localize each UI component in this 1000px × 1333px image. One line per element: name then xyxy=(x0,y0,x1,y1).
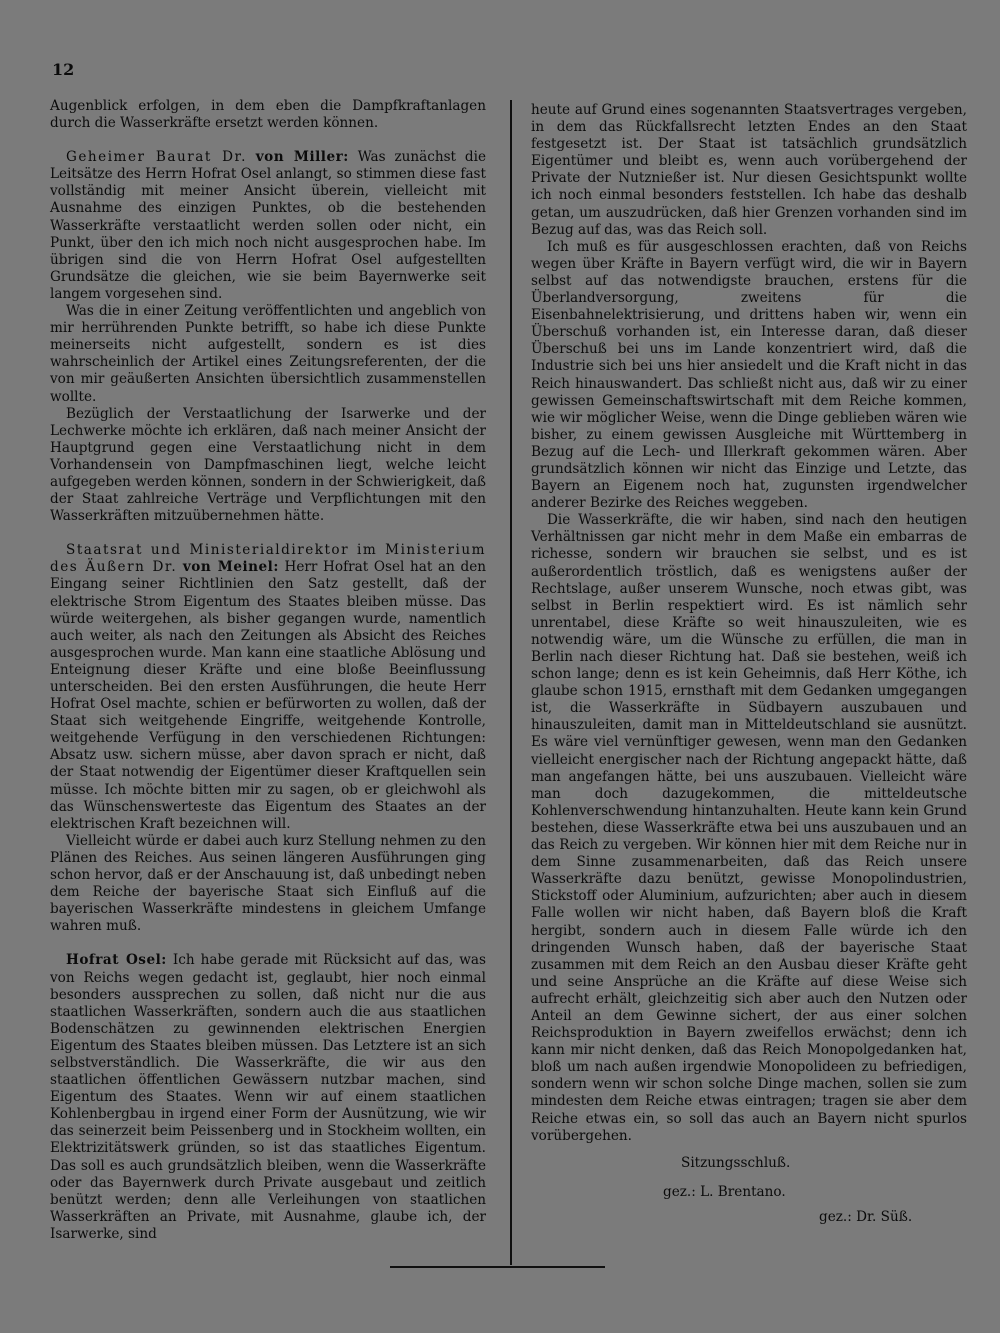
paragraph-text: Herr Hofrat Osel hat an den Eingang seiner Richtlinien den Satz gestellt, daß der elektrische Strom Eigentum des Staates bleiben müsse. Das würde weitergehen, als bisher gegangen wurde, namentlich auch weiter, als nach den Zeitungen als Absicht des Reiches ausgesprochen wurde. Man kann eine staatliche Ablösung und Enteignung dieser Kräfte und eine bloße Beeinflussung unterscheiden. Bei den ersten Ausführungen, die heute Herr Hofrat Osel machte, schien er befürworten zu wollen, daß der Staat sich weitgehende Eingriffe, weitgehende Kontrolle, weitgehende Verfügung in den verschiedenen Richtungen: Absatz usw. sichern müsse, aber davon sprach er nicht, daß der Staat notwendig der Eigentümer dieser Kraftquellen sein müsse. Ich möchte bitten mir zu sagen, ob er gleichwohl als das Wünschenswerteste das Eigentum des Staates an der elektrischen Kraft bezeichnen will. xyxy=(50,559,486,832)
speaker-name: von Meinel: xyxy=(182,559,279,576)
paragraph: Bezüglich der Verstaatlichung der Isarwerke und der Lechwerke möchte ich erklären, daß nach meiner Ansicht der Hauptgrund gegen eine Verstaatlichung nicht in dem Vorhandensein von Dampfmaschinen liegt, welche leicht aufgegeben werden können, sondern in der Schwierigkeit, daß der Staat zahlreiche Verträge und Verpflichtungen mit den Wasserkräften mitzuübernehmen hätte. xyxy=(50,405,486,525)
speaker-name: Hofrat Osel: xyxy=(66,952,167,969)
paragraph: Vielleicht würde er dabei auch kurz Stellung nehmen zu den Plänen des Reiches. Aus seinen längeren Ausführungen ging schon hervor, daß er der Anschauung ist, daß unbedingt neben dem Reiche der bayerische Staat sich Einfluß auf die bayerischen Wasserkräfte mindestens in gleichem Umfange wahren muß. xyxy=(50,832,486,935)
left-column xyxy=(50,98,486,1243)
paragraph: Augenblick erfolgen, in dem eben die Dampfkraftanlagen durch die Wasserkräfte ersetzt werden können. xyxy=(50,98,486,132)
column-divider xyxy=(510,100,512,1265)
speaker-title: Staatsrat und Ministerialdirektor im Ministerium des Äußern Dr. xyxy=(50,542,486,576)
speaker-name: von Miller: xyxy=(255,149,349,166)
right-column xyxy=(531,102,967,1226)
session-closing: Sitzungsschluß. xyxy=(681,1154,791,1171)
signature-brentano: gez.: L. Brentano. xyxy=(663,1183,786,1200)
paragraph: Was die in einer Zeitung veröffentlichten und angeblich von mir herrührenden Punkte betrifft, so habe ich diese Punkte meinerseits nicht aufgestellt, sondern es ist dies wahrscheinlich der Artikel eines Zeitungsreferenten, der die von mir geäußerten Ansichten übersichtlich zusammenstellen wollte. xyxy=(50,303,486,405)
paragraph: Ich muß es für ausgeschlossen erachten, daß von Reichs wegen über Kräfte in Bayern verfügt wird, die wir in Bayern selbst auf das notwendigste brauchen, erstens für die Überlandversorgung, zweitens für die Eisenbahnelektrisierung, und drittens haben wir, wenn ein Überschuß vorhanden ist, ein Interesse daran, daß dieser Überschuß bei uns im Lande konzentriert wird, daß die Industrie sich bei uns hier ansiedelt und die Kraft nicht in das Reich hinauswandert. Das schließt nicht aus, daß wir zu einer gewissen Gemeinschaftswirtschaft mit dem Reiche kommen, wie wir möglicher Weise, wenn die Dinge geblieben wären wie bisher, zu einem gewissen Ausgleiche mit Württemberg in Bezug auf die Lech- und Illerkraft gekommen wären. Aber grundsätzlich können wir nicht das Einzige und Letzte, das Bayern an Eigenem noch hat, zugunsten irgendwelcher anderer Bezirke des Reiches weggeben. xyxy=(531,238,967,512)
paragraph: Die Wasserkräfte, die wir haben, sind nach den heutigen Verhältnissen gar nicht mehr in dem Maße ein embarras de richesse, sondern wir brauchen sie selbst, und es ist außerordentlich tröstlich, daß es wenigstens außer der Rechtslage, außer unserem Wunsche, noch etwas gibt, was selbst in Berlin respektiert wird. Es ist nämlich sehr unrentabel, diese Kräfte so weit hinauszuleiten, wie es notwendig wäre, um die Wünsche zu erfüllen, die man in Berlin nach dieser Richtung hat. Daß sie bestehen, weiß ich schon lange; denn es ist kein Geheimnis, daß Herr Köthe, ich glaube schon 1915, ernsthaft mit dem Gedanken umgegangen ist, die Wasserkräfte in Südbayern auszubauen und hinauszuleiten, damit man in Mitteldeutschland sie ausnützt. Es wäre viel vernünftiger gewesen, wenn man den Gedanken vielleicht energischer nach der Richtung angepackt hätte, daß man angefangen hätte, bei uns auszubauen. Vielleicht wäre man doch dazugekommen, die mitteldeutsche Kohlenverschwendung hintanzuhalten. Heute kann kein Grund bestehen, diese Wasserkräfte etwa bei uns auszubauen und an das Reich zu vergeben. Wir können hier mit dem Reiche nur in dem Sinne zusammenarbeiten, daß das Reich unsere Wasserkräfte dazu benützt, gewisse Monopolindustrien, Stickstoff oder Aluminium, aufzurichten; aber auch in diesem Falle wollen wir nicht haben, daß Bayern bloß die Kraft hergibt, sondern auch in diesem Falle würde ich den dringenden Wunsch haben, daß der bayerische Staat zusammen mit dem Reich an den Ausbau dieser Kräfte geht und seine Ansprüche an die Kräfte auf diese Weise sich aufrecht erhält, gleichzeitig sich aber auch den Nutzen oder Anteil an dem Gewinne sichert, der aus einer solchen Reichsproduktion in Bayern zweifellos erwächst; denn ich kann mir nicht denken, daß das Reich Monopolgedanken hat, bloß um nach außen irgendwie Monopolideen zu befriedigen, sondern wenn wir schon solche Dinge machen, sollen sie zum mindesten dem Reiche etwas eintragen; tragen sie aber dem Reiche etwas ein, so soll das auch an Bayern nicht spurlos vorübergehen. xyxy=(531,512,967,1144)
signature-suess: gez.: Dr. Süß. xyxy=(819,1208,913,1225)
paragraph-text: Ich habe gerade mit Rücksicht auf das, was von Reichs wegen gedacht ist, geglaubt, hier noch einmal besonders aussprechen zu sollen, daß nicht nur die aus staatlichen Wasserkräften, sondern auch die aus staatlichen Bodenschätzen zu gewinnenden elektrischen Energien Eigentum des Staates bleiben müssen. Das Letztere ist an sich selbstverständlich. Die Wasserkräfte, die wir aus den staatlichen öffentlichen Gewässern nutzbar machen, sind Eigentum des Staates. Wenn wir auf einem staatlichen Kohlenbergbau in irgend einer Form der Ausnützung, wie wir das seinerzeit beim Peissenberg und in Stockheim wollten, ein Elektrizitätswerk gründen, so ist das staatliches Eigentum. Das soll es auch grundsätzlich bleiben, wenn die Wasserkräfte oder das Bayernwerk durch Private ausgebaut und zeitlich benützt werden; denn alle Verleihungen von staatlichen Wasserkräften an Private, mit Ausnahme, glaube ich, der Isarwerke, sind xyxy=(50,952,486,1242)
paragraph-text: Was zunächst die Leitsätze des Herrn Hofrat Osel anlangt, so stimmen diese fast vollständig mit meiner Ansicht überein, vielleicht mit Ausnahme des einzigen Punktes, ob die bestehenden Wasserkräfte verstaatlicht werden sollen oder nicht, ein Punkt, über den ich mich noch nicht ausgesprochen habe. Im übrigen sind die von Herrn Hofrat Osel aufgestellten Grundsätze die gleichen, wie sie beim Bayernwerke seit langem vorgesehen sind. xyxy=(50,149,486,302)
paragraph: heute auf Grund eines sogenannten Staatsvertrages vergeben, in dem das Rückfallsrecht letzten Endes an den Staat festgesetzt ist. Der Staat ist tatsächlich grundsätzlich Eigentümer und bleibt es, wenn auch vorübergehend der Private der Nutznießer ist. Nur diesen Gesichtspunkt wollte ich noch einmal besonders feststellen. Ich habe das deshalb getan, um auszudrücken, daß hier Grenzen vorhanden sind im Bezug auf das, was das Reich soll. xyxy=(531,102,967,238)
paragraph-osel xyxy=(50,952,486,1243)
speaker-title: Geheimer Baurat Dr. xyxy=(66,149,247,166)
page-number: 12 xyxy=(52,60,75,79)
paragraph-miller xyxy=(50,149,486,303)
paragraph-meinel xyxy=(50,542,486,833)
bottom-rule xyxy=(390,1266,605,1268)
